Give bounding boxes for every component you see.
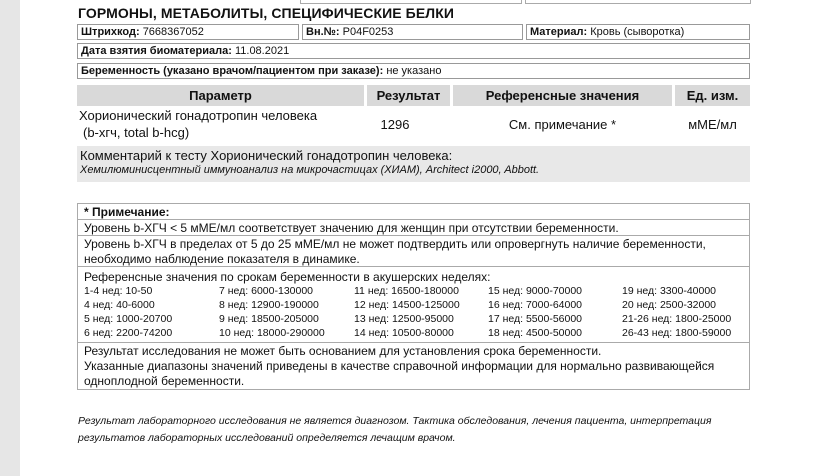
sample-date-field [77,43,750,59]
barcode-field [77,24,299,40]
top-cut-box [525,0,751,4]
reference-range-cell: 12 нед: 14500-125000 [354,299,460,311]
request-number-field [302,24,523,40]
reference-range-cell: 13 нед: 12500-95000 [354,313,454,325]
section-title: ГОРМОНЫ, МЕТАБОЛИТЫ, СПЕЦИФИЧЕСКИЕ БЕЛКИ [78,5,455,21]
comment-text: Хемилюминисцентный иммуноанализ на микрочастицах (ХИАМ), Architect i2000, Abbott. [80,164,540,176]
column-header-unit: Ед. изм. [675,85,750,106]
disclaimer-line1: Результат лабораторного исследования не является диагнозом. Тактика обследования, лечения пациента, интерпретация [78,415,712,427]
note-line4b: одноплодной беременности. [84,374,245,388]
request-number-value: P04F0253 [342,26,394,38]
reference-range-cell: 4 нед: 40-6000 [84,299,155,311]
note-conclusion-box [77,342,750,390]
pregnancy-field [77,63,750,79]
top-cut-box [300,0,522,4]
material-value: Кровь (сыворотка) [590,26,685,38]
reference-range-cell: 26-43 нед: 1800-59000 [622,327,732,339]
reference-ranges-title: Референсные значения по срокам беременности в акушерских неделях: [84,270,491,284]
reference-value: См. примечание * [508,117,617,132]
reference-range-cell: 20 нед: 2500-32000 [622,299,717,311]
barcode-label: Штрихкод: [81,26,140,38]
reference-range-cell: 7 нед: 6000-130000 [219,285,314,297]
note-line2a: Уровень b-ХГЧ в пределах от 5 до 25 мМЕ/мл не может подтвердить или опровергнуть наличие беременности, [84,237,706,251]
pregnancy-label: Беременность (указано врачом/пациентом при заказе): [81,65,384,77]
reference-range-cell: 18 нед: 4500-50000 [488,327,583,339]
unit-value: мМЕ/мл [688,117,737,132]
pregnancy-value: не указано [386,65,442,77]
reference-range-cell: 16 нед: 7000-64000 [488,299,583,311]
note-line-box [77,219,750,236]
note-title-box [77,203,750,220]
reference-range-cell: 21-26 нед: 1800-25000 [622,313,732,325]
reference-range-cell: 1-4 нед: 10-50 [84,285,153,297]
reference-range-cell: 10 нед: 18000-290000 [219,327,325,339]
reference-range-cell: 5 нед: 1000-20700 [84,313,173,325]
note-line3: Результат исследования не может быть основанием для установления срока беременности. [84,344,602,358]
column-header-parameter: Параметр [77,85,364,106]
param-name-line2: (b-хгч, total b-hcg) [83,125,190,140]
note-line-box [77,235,750,267]
column-header-reference: Референсные значения [453,85,672,106]
column-header-result: Результат [367,85,450,106]
reference-range-cell: 8 нед: 12900-190000 [219,299,319,311]
disclaimer-line2: результатов лабораторных исследований определяется лечащим врачом. [78,432,456,444]
sample-date-value: 11.08.2021 [234,45,290,57]
result-value: 1296 [380,117,410,132]
test-comment [77,146,750,182]
note-title: * Примечание: [84,205,170,219]
param-name-line1: Хорионический гонадотропин человека [79,108,318,123]
request-number-label: Вн.№: [306,26,340,38]
reference-range-cell: 19 нед: 3300-40000 [622,285,717,297]
material-field [526,24,750,40]
reference-range-cell: 17 нед: 5500-56000 [488,313,583,325]
note-line2b: необходимо наблюдение показателя в динамике. [84,252,360,266]
reference-range-cell: 9 нед: 18500-205000 [219,313,319,325]
reference-range-cell: 11 нед: 16500-180000 [354,285,459,297]
reference-range-cell: 15 нед: 9000-70000 [488,285,583,297]
barcode-value: 7668367052 [142,26,204,38]
sample-date-label: Дата взятия биоматериала: [81,45,232,57]
material-label: Материал: [530,26,588,38]
reference-range-cell: 6 нед: 2200-74200 [84,327,173,339]
reference-range-cell: 14 нед: 10500-80000 [354,327,454,339]
note-line4a: Указанные диапазоны значений приведены в качестве справочной информации для нормально развивающейся [84,359,715,373]
note-line1: Уровень b-ХГЧ < 5 мМЕ/мл соответствует значению для женщин при отсутствии беременности. [84,221,619,235]
comment-title: Комментарий к тесту Хорионический гонадотропин человека: [80,148,453,163]
